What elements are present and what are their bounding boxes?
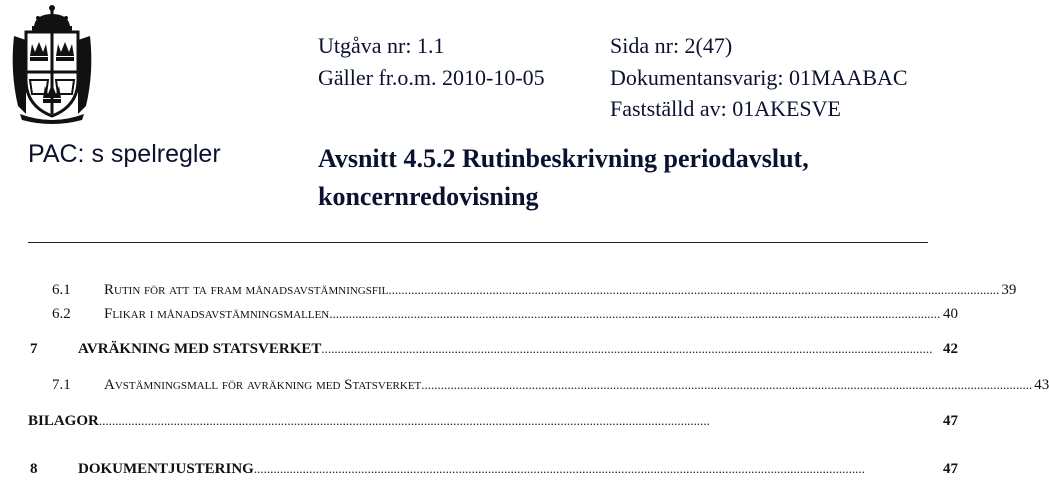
toc-leader-dots: ............................................................................................................................................................................................ xyxy=(388,282,1000,297)
toc-entry-label: BILAGOR xyxy=(28,413,99,429)
toc-entry-number: 7.1 xyxy=(52,377,71,393)
toc-entry-number: 6.2 xyxy=(52,306,71,322)
page-number-label: Sida nr: 2(47) xyxy=(610,33,733,58)
toc-entry-7[interactable] xyxy=(28,341,958,361)
toc-entry-number: 8 xyxy=(30,461,38,477)
toc-entry-6-1[interactable] xyxy=(28,282,1017,302)
valid-from-label: Gäller fr.o.m. 2010-10-05 xyxy=(318,65,545,90)
toc-entry-label: DOKUMENTJUSTERING xyxy=(78,461,254,477)
toc-entry-8[interactable] xyxy=(28,461,958,481)
edition-label: Utgåva nr: 1.1 xyxy=(318,33,445,58)
toc-leader-dots: ............................................................................................................................................................................................ xyxy=(98,413,710,428)
toc-leader-dots: ............................................................................................................................................................................................ xyxy=(321,341,933,356)
toc-leader-dots: ............................................................................................................................................................................................ xyxy=(329,306,941,321)
toc-entry-page: 40 xyxy=(943,306,958,322)
table-of-contents xyxy=(28,0,1049,484)
toc-entry-label: Rutin för att ta fram månadsavstämningsfil xyxy=(104,282,389,298)
toc-entry-7-1[interactable] xyxy=(28,377,1049,397)
toc-entry-page: 47 xyxy=(943,461,958,477)
toc-entry-6-2[interactable] xyxy=(28,306,958,326)
toc-entry-number: 7 xyxy=(30,341,38,357)
toc-entry-page: 47 xyxy=(943,413,958,429)
toc-entry-page: 43 xyxy=(1034,377,1049,393)
toc-entry-number: 6.1 xyxy=(52,282,71,298)
toc-entry-label: Avstämningsmall för avräkning med Statsverket xyxy=(104,377,422,393)
toc-entry-bilagor[interactable] xyxy=(28,413,958,433)
toc-entry-page: 42 xyxy=(943,341,958,357)
document-owner-label: Dokumentansvarig: 01MAABAC xyxy=(610,65,908,90)
toc-entry-page: 39 xyxy=(1001,282,1017,298)
approved-by-label: Fastställd av: 01AKESVE xyxy=(610,96,841,121)
toc-entry-label: AVRÄKNING MED STATSVERKET xyxy=(78,341,322,357)
section-title: Avsnitt 4.5.2 Rutinbeskrivning periodavslut, koncernredovisning xyxy=(318,144,809,211)
toc-leader-dots: ............................................................................................................................................................................................ xyxy=(421,377,1033,392)
toc-entry-label: Flikar i månadsavstämningsmallen xyxy=(104,306,330,322)
system-title: PAC: s spelregler xyxy=(28,140,221,168)
toc-leader-dots: ............................................................................................................................................................................................ xyxy=(253,461,865,476)
